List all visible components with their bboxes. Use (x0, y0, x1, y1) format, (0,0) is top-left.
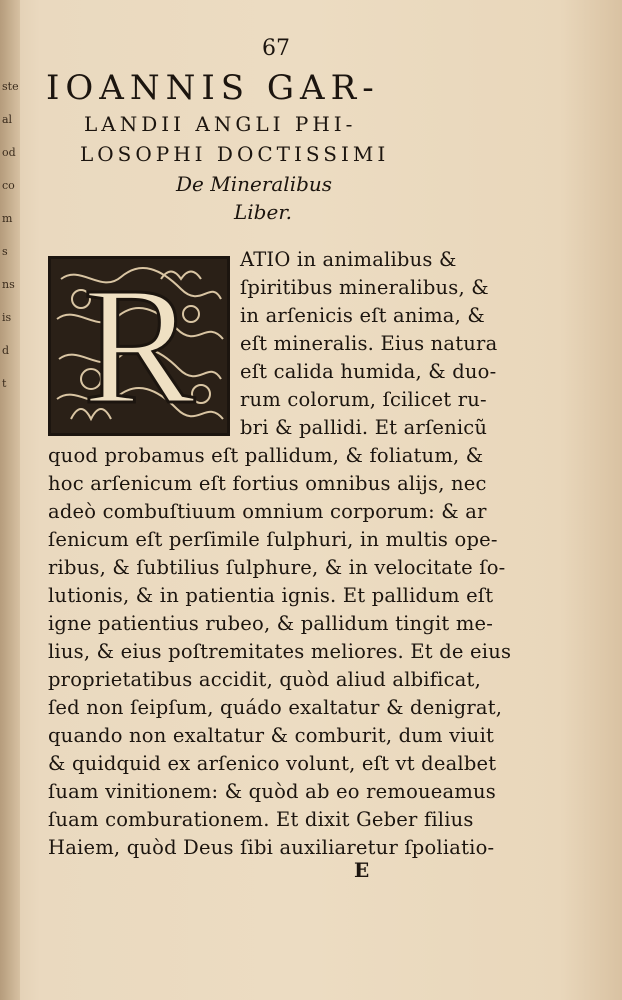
text-line-16: proprietatibus accidit, quòd aliud albificat, (48, 668, 481, 691)
text-line-13: lutionis, & in patientia ignis. Et pallidum eſt (48, 584, 494, 607)
text-line-10: adeò combuſtiuum omnium corporum: & ar (48, 500, 487, 523)
text-line-21: ſuam comburationem. Et dixit Geber filius (48, 808, 474, 831)
text-line-19: & quidquid ex arſenico volunt, eſt vt dealbet (48, 752, 497, 775)
text-line-14: igne patientius rubeo, & pallidum tingit me- (48, 612, 494, 635)
page-number: 67 (262, 36, 290, 61)
title-line-5: Liber. (234, 200, 293, 224)
initial-letter: R (82, 256, 196, 436)
text-line-6: rum colorum, ſcilicet ru- (240, 388, 487, 411)
text-line-17: ſed non ſeipſum, quádo exaltatur & denigrat, (48, 696, 503, 719)
text-line-7: bri & pallidi. Et arſenicũ (240, 416, 488, 439)
title-line-4: De Mineralibus (176, 172, 333, 196)
text-line-20: ſuam vinitionem: & quòd ab eo remoueamus (48, 780, 496, 803)
text-line-22: Haiem, quòd Deus ſibi auxiliaretur ſpoliatio- (48, 836, 495, 859)
text-line-5: eſt calida humida, & duo- (240, 360, 497, 383)
facing-page-edge (0, 0, 20, 1000)
signature-mark: E (354, 858, 370, 882)
text-line-18: quando non exaltatur & comburit, dum viuit (48, 724, 495, 747)
text-line-2: ſpiritibus mineralibus, & (240, 276, 489, 299)
text-line-8: quod probamus eſt pallidum, & foliatum, & (48, 444, 484, 467)
title-line-1: IOANNIS GAR- (46, 68, 380, 108)
title-line-3: LOSOPHI DOCTISSIMI (80, 142, 390, 166)
title-line-2: LANDII ANGLI PHI- (84, 112, 357, 136)
text-line-1: ATIO in animalibus & (240, 248, 457, 271)
text-line-4: eſt mineralis. Eius natura (240, 332, 498, 355)
text-line-11: ſenicum eſt perſimile ſulphuri, in multis ope- (48, 528, 498, 551)
facing-page-text: ste al od co m s ns is d t (2, 80, 19, 390)
decorated-initial (48, 256, 230, 436)
text-line-12: ribus, & ſubtilius ſulphure, & in velocitate ſo- (48, 556, 506, 579)
text-line-9: hoc arſenicum eſt fortius omnibus alijs, nec (48, 472, 487, 495)
text-line-3: in arſenicis eſt anima, & (240, 304, 485, 327)
text-line-15: lius, & eius poſtremitates meliores. Et de eius (48, 640, 512, 663)
